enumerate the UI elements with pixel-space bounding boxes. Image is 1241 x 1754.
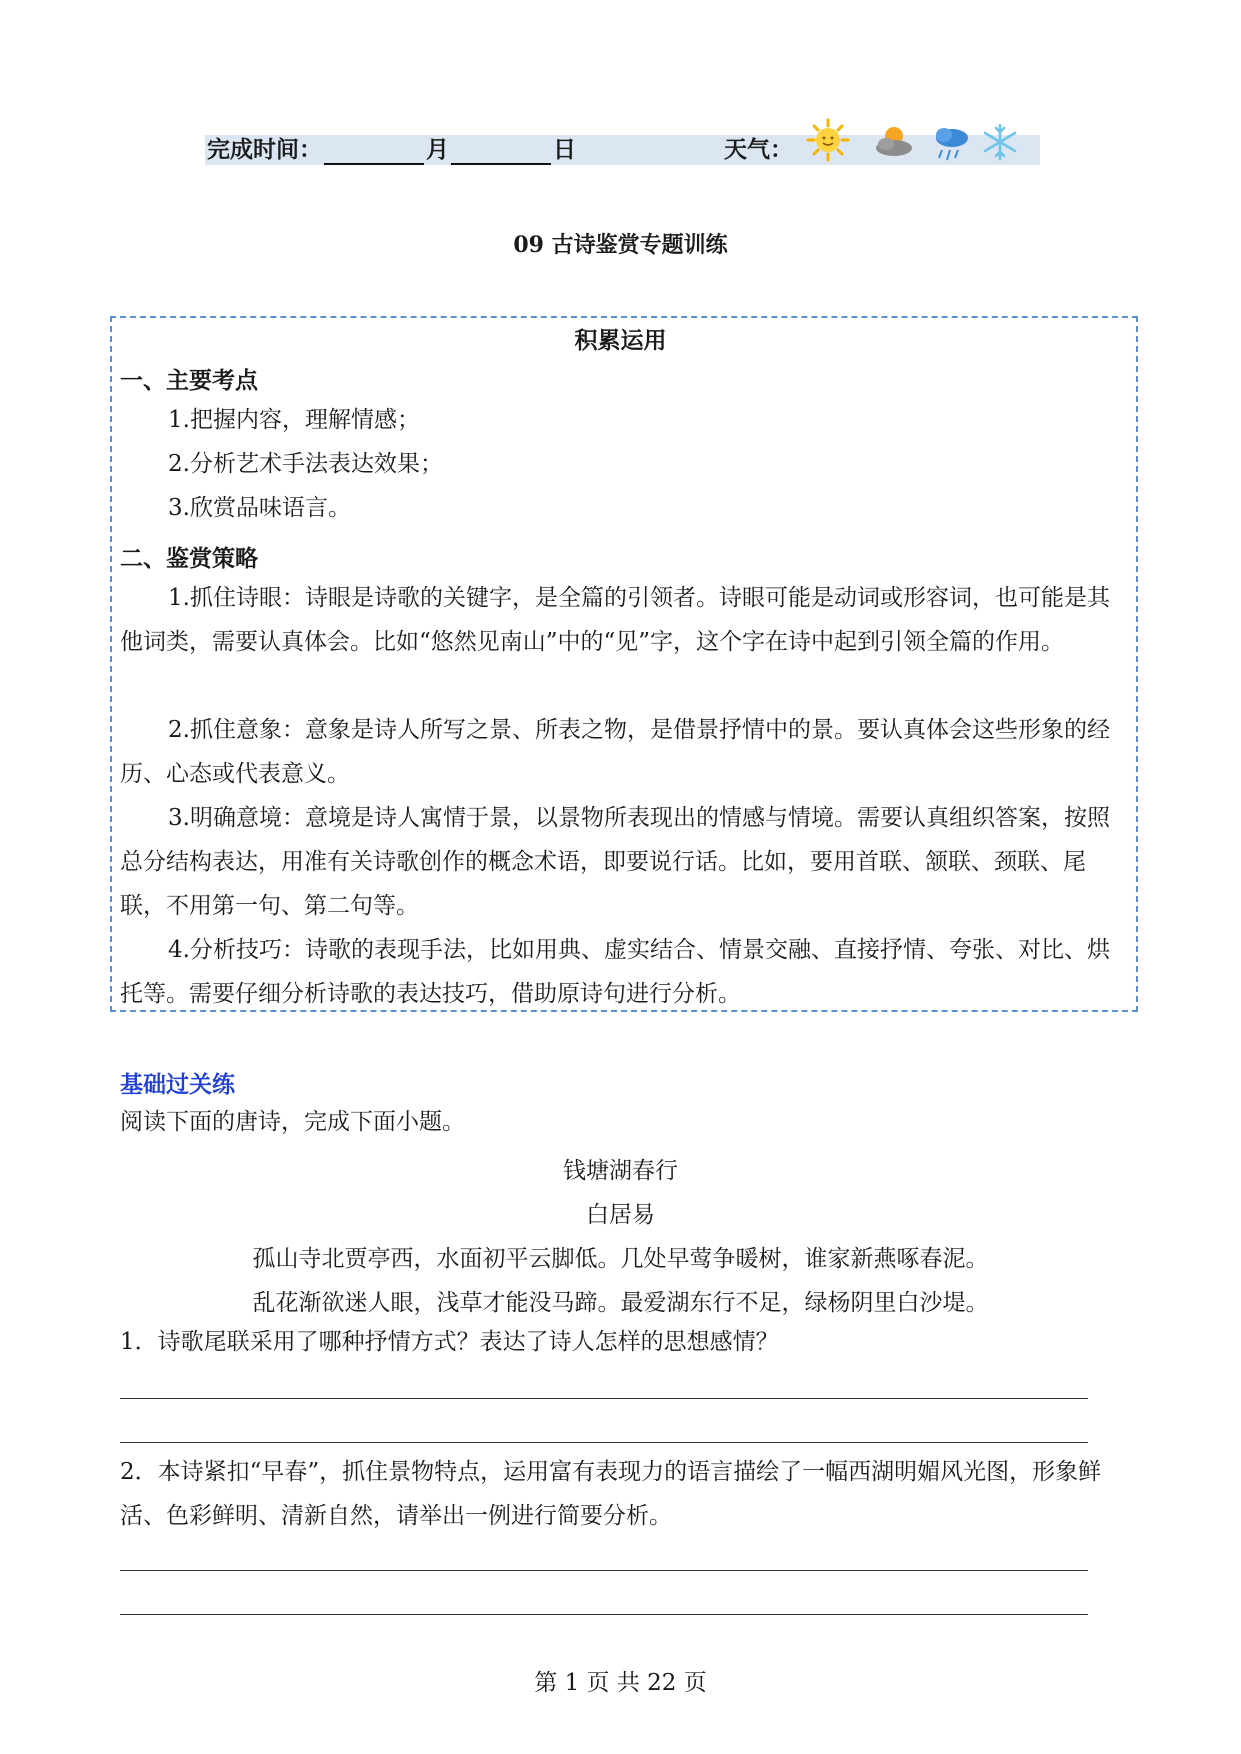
strategy-paragraph: 4.分析技巧：诗歌的表现手法，比如用典、虚实结合、情景交融、直接抒情、夸张、对比、烘托等。需要仔细分析诗歌的表达技巧，借助原诗句进行分析。 [120,937,1110,1007]
answer-line[interactable] [120,1570,1088,1571]
strategy-paragraph: 3.明确意境：意境是诗人寓情于景，以景物所表现出的情感与情境。需要认真组织答案，按照总分结构表达，用准有关诗歌创作的概念术语，即要说行话。比如，要用首联、颔联、颈联、尾联，不用第一句、第二句等。 [120,805,1110,919]
day-label: 日 [553,137,576,163]
answer-line[interactable] [120,1614,1088,1615]
completion-header [205,134,829,166]
month-label: 月 [426,137,449,163]
poem-title: 钱塘湖春行 [563,1158,678,1184]
answer-line[interactable] [120,1442,1088,1443]
poem-line: 乱花渐欲迷人眼，浅草才能没马蹄。最爱湖东行不足，绿杨阴里白沙堤。 [252,1290,989,1316]
month-blank[interactable] [324,139,424,165]
strategy-paragraph: 1.抓住诗眼：诗眼是诗歌的关键字，是全篇的引领者。诗眼可能是动词或形容词，也可能是其他词类，需要认真体会。比如“悠然见南山”中的“见”字，这个字在诗中起到引领全篇的作用。 [120,585,1110,655]
section2-heading: 二、鉴赏策略 [120,545,258,572]
day-blank[interactable] [451,139,551,165]
poem-author: 白居易 [586,1202,655,1228]
section1-item: 3.欣赏品味语言。 [168,495,351,521]
question-2: 2．本诗紧扣“早春”，抓住景物特点，运用富有表现力的语言描绘了一幅西湖明媚风光图，形象鲜活、色彩鲜明、清新自然，请举出一例进行简要分析。 [120,1459,1102,1529]
section1-heading: 一、主要考点 [120,367,258,394]
strategy-paragraph: 2.抓住意象：意象是诗人所写之景、所表之物，是借景抒情中的景。要认真体会这些形象的经历、心态或代表意义。 [120,717,1110,787]
section1-item: 1.把握内容，理解情感； [168,407,420,433]
weather-label: 天气： [724,137,793,163]
section1-item: 2.分析艺术手法表达效果； [168,451,443,477]
rain-icon[interactable] [930,122,974,166]
question-1: 1．诗歌尾联采用了哪种抒情方式？表达了诗人怎样的思想感情？ [120,1329,779,1355]
sun-icon[interactable] [806,118,850,162]
practice-heading: 基础过关练 [120,1071,235,1098]
time-label: 完成时间： [207,137,322,163]
document-title: 09 古诗鉴赏专题训练 [513,232,728,258]
snowflake-icon[interactable] [980,122,1020,162]
answer-line[interactable] [120,1398,1088,1399]
page-footer: 第 1 页 共 22 页 [534,1670,707,1696]
practice-instruction: 阅读下面的唐诗，完成下面小题。 [120,1109,465,1135]
partly-cloudy-icon[interactable] [872,122,916,162]
box-title: 积累运用 [574,327,667,354]
poem-line: 孤山寺北贾亭西，水面初平云脚低。几处早莺争暖树，谁家新燕啄春泥。 [252,1246,989,1272]
